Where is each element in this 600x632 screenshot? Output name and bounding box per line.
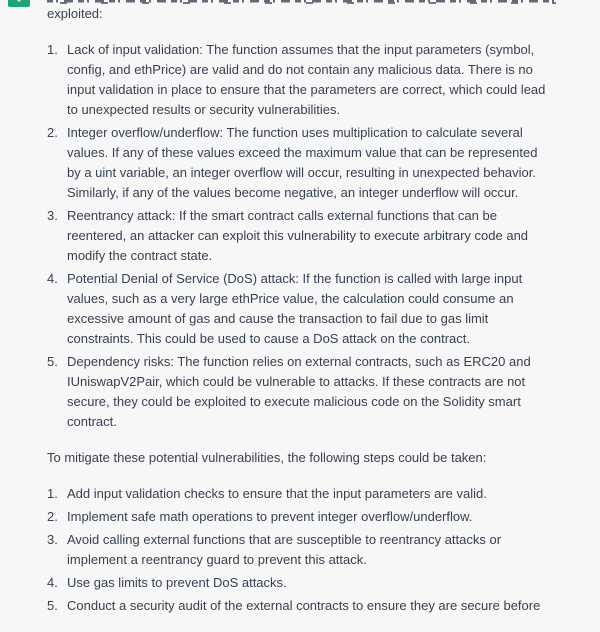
list-item: Avoid calling external functions that are susceptible to reentrancy attacks or implement a reentrancy guard to prevent this attack. bbox=[67, 532, 502, 567]
intro-paragraph: exploited: bbox=[47, 6, 103, 21]
message-body bbox=[47, 0, 547, 632]
list-item: Use gas limits to prevent DoS attacks. bbox=[67, 575, 287, 590]
mitigation-list bbox=[47, 484, 547, 616]
list-item: Conduct a security audit of the external contracts to ensure they are secure before bbox=[67, 598, 541, 613]
list-item: Lack of input validation: The function assumes that the input parameters (symbol, config, and ethPrice) are valid and do not contain any malicious data. There is no input validation in place to ensure that the parameters are correct, which could lead to unexpected results or security vulnerabilities. bbox=[67, 42, 546, 117]
list-item: Potential Denial of Service (DoS) attack: If the function is called with large input values, such as a very large ethPrice value, the calculation could consume an excessive amount of gas and cause the transaction to fail due to gas limit constraints. This could be used to cause a DoS attack on the contract. bbox=[67, 271, 523, 346]
clipped-text-line bbox=[47, 0, 556, 4]
list-item: Add input validation checks to ensure that the input parameters are valid. bbox=[67, 486, 487, 501]
list-item: Integer overflow/underflow: The function uses multiplication to calculate several values. If any of these values exceed the maximum value that can be represented by a uint variable, an integer overflow will occur, resulting in unexpected behavior. Similarly, if any of the values become negative, an integer underflow will occur. bbox=[67, 125, 538, 200]
chatgpt-avatar-icon bbox=[8, 0, 30, 7]
list-item: Reentrancy attack: If the smart contract calls external functions that can be reentered, an attacker can exploit this vulnerability to execute arbitrary code and modify the contract state. bbox=[67, 208, 529, 263]
list-item: Dependency risks: The function relies on external contracts, such as ERC20 and IUniswapV2Pair, which could be vulnerable to attacks. If these contracts are not secure, they could be exploited to execute malicious code on the Solidity smart contract. bbox=[67, 354, 531, 429]
vulnerability-list bbox=[47, 40, 547, 432]
list-item: Implement safe math operations to prevent integer overflow/underflow. bbox=[67, 509, 473, 524]
mitigation-intro-paragraph: To mitigate these potential vulnerabilities, the following steps could be taken: bbox=[47, 450, 487, 465]
openai-knot-icon bbox=[12, 0, 26, 3]
